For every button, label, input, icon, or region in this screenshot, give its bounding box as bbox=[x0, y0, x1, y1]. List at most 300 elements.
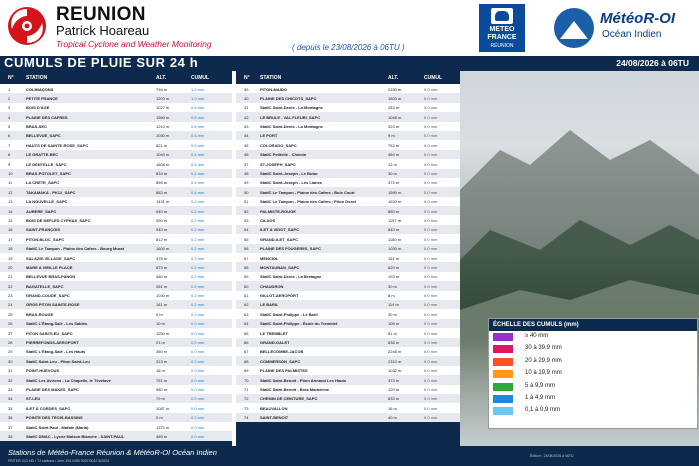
station-number: 60 bbox=[244, 283, 249, 289]
legend-swatch bbox=[493, 345, 513, 353]
table-row bbox=[0, 131, 232, 140]
station-name: PALMISTE-ROUGE bbox=[260, 208, 296, 214]
station-cumul: 0.0 mm bbox=[191, 377, 205, 383]
station-altitude: 1032 m bbox=[388, 368, 402, 374]
station-name: PLAINE DES CAFRES bbox=[26, 114, 68, 120]
station-name: AURERE_SAPC bbox=[26, 208, 57, 214]
station-name: HAUTS DE SAINTE-ROSE_SAPC bbox=[26, 142, 89, 148]
station-number: 66 bbox=[244, 340, 249, 346]
station-cumul: 0.4 mm bbox=[191, 199, 205, 205]
station-number: 6 bbox=[8, 133, 11, 139]
station-name: StatIC Saint-Joseph - Les Lianes bbox=[260, 180, 323, 186]
station-altitude: 10 m bbox=[156, 321, 165, 327]
station-number: 47 bbox=[244, 161, 249, 167]
table-row bbox=[236, 253, 460, 262]
station-cumul: 0.0 mm bbox=[424, 415, 438, 421]
table-row bbox=[236, 234, 460, 243]
station-cumul: 0.0 mm bbox=[424, 114, 438, 120]
station-number: 23 bbox=[8, 293, 13, 299]
station-cumul: 0.6 mm bbox=[191, 142, 205, 148]
station-altitude: 350 m bbox=[156, 349, 168, 355]
station-cumul: 0.0 mm bbox=[191, 358, 205, 364]
station-altitude: 1431 m bbox=[156, 199, 170, 205]
station-altitude: 12 m bbox=[388, 161, 397, 167]
meteo-france-icon bbox=[491, 8, 513, 24]
table-row bbox=[0, 253, 232, 262]
station-altitude: 478 m bbox=[156, 255, 168, 261]
station-altitude: 1197 m bbox=[388, 217, 402, 223]
station-number: 61 bbox=[244, 293, 249, 299]
station-altitude: 752 m bbox=[388, 142, 400, 148]
station-altitude: 8 m bbox=[388, 293, 395, 299]
table-row bbox=[236, 206, 460, 215]
station-number: 30 bbox=[8, 358, 13, 364]
table-row bbox=[0, 291, 232, 300]
station-number: 53 bbox=[244, 217, 249, 223]
station-altitude: 1600 m bbox=[156, 246, 170, 252]
station-altitude: 1800 m bbox=[388, 95, 402, 101]
station-name: SAINT-BENOIT bbox=[260, 415, 289, 421]
station-number: 68 bbox=[244, 358, 249, 364]
station-cumul: 0.2 mm bbox=[191, 255, 205, 261]
station-name: PLAINE DES MAKES_SAPC bbox=[26, 387, 79, 392]
station-number: 5 bbox=[8, 124, 11, 130]
table-row bbox=[0, 140, 232, 149]
station-cumul: 0.2 mm bbox=[191, 236, 205, 242]
brand-title: REUNION bbox=[56, 4, 146, 25]
station-cumul: 0.6 mm bbox=[191, 133, 205, 139]
station-name: POINTE DES TROIS-BASSINS bbox=[26, 415, 83, 421]
station-cumul: 0.0 mm bbox=[424, 105, 438, 111]
station-name: POINT-HUEVOUS bbox=[26, 368, 60, 374]
station-number: 56 bbox=[244, 246, 249, 252]
station-name: StatIC Saint-Denis - La Montagne bbox=[260, 124, 323, 130]
station-altitude: 81 m bbox=[388, 330, 397, 336]
station-altitude: 840 m bbox=[388, 227, 400, 233]
station-name: LE PORT bbox=[260, 133, 278, 139]
station-cumul: 0.0 mm bbox=[191, 396, 205, 402]
station-cumul: 0.0 mm bbox=[424, 274, 438, 280]
station-number: 69 bbox=[244, 368, 249, 374]
table-row bbox=[0, 300, 232, 309]
meteo-france-line2: FRANCE bbox=[487, 34, 517, 41]
table-row bbox=[236, 140, 460, 149]
station-altitude: 620 m bbox=[388, 264, 400, 270]
station-name: StatIC Le Tampon - Plaine des Cafres - Bourg Murat bbox=[26, 246, 124, 252]
station-number: 54 bbox=[244, 227, 249, 233]
station-altitude: 9 m bbox=[388, 133, 395, 139]
station-altitude: 30 m bbox=[388, 311, 397, 317]
station-cumul: 0.8 mm bbox=[191, 105, 205, 111]
station-name: ILET A VIDOT_SAPC bbox=[260, 227, 300, 233]
station-name: COLORADO_SAPC bbox=[260, 142, 297, 148]
station-cumul: 0.4 mm bbox=[191, 161, 205, 167]
table-row bbox=[0, 197, 232, 206]
station-number: 11 bbox=[8, 180, 13, 186]
station-cumul: 0.0 mm bbox=[191, 405, 205, 411]
station-altitude: 1030 m bbox=[156, 133, 170, 139]
station-number: 26 bbox=[8, 321, 13, 327]
legend-label: 20 à 29,9 mm bbox=[525, 357, 562, 364]
station-cumul: 0.0 mm bbox=[424, 340, 438, 346]
station-number: 29 bbox=[8, 349, 13, 355]
meteo-france-line3: RÉUNION bbox=[490, 43, 514, 49]
legend-swatch bbox=[493, 395, 513, 403]
station-name: BAGATELLE_SAPC bbox=[26, 283, 64, 289]
table-row bbox=[0, 328, 232, 337]
station-number: 67 bbox=[244, 349, 249, 355]
station-name: COMMERSON_SAPC bbox=[260, 358, 301, 364]
station-number: 4 bbox=[8, 114, 11, 120]
station-number: 46 bbox=[244, 152, 249, 158]
station-altitude: 261 m bbox=[156, 283, 168, 289]
station-altitude: 1030 m bbox=[388, 246, 402, 252]
station-cumul: 0.2 mm bbox=[191, 246, 205, 252]
station-cumul: 0.0 mm bbox=[191, 368, 205, 374]
table-row bbox=[0, 394, 232, 403]
station-number: 44 bbox=[244, 133, 249, 139]
station-number: 12 bbox=[8, 189, 13, 195]
station-altitude: 40 m bbox=[388, 415, 397, 421]
table-row bbox=[236, 403, 460, 412]
table-row bbox=[236, 169, 460, 178]
report-date: 24/08/2026 à 06TU bbox=[616, 58, 689, 68]
page-title: CUMULS DE PLUIE SUR 24 h bbox=[4, 55, 199, 70]
station-cumul: 0.0 mm bbox=[424, 236, 438, 242]
table-row bbox=[0, 206, 232, 215]
station-number: 43 bbox=[244, 124, 249, 130]
station-number: 1 bbox=[8, 86, 11, 92]
table-row bbox=[236, 159, 460, 168]
station-name: StatIC Saint-Joseph - Le Butor bbox=[260, 171, 318, 177]
station-altitude: 373 m bbox=[388, 377, 400, 383]
station-name: ST-JOSEPH_SAPC bbox=[260, 161, 296, 167]
station-name: LA NOUVELLE_SAPC bbox=[26, 199, 68, 205]
station-name: PIERREFONDS-AEROPORT bbox=[26, 340, 79, 346]
station-cumul: 0.0 mm bbox=[424, 161, 438, 167]
station-cumul: 0.2 mm bbox=[191, 264, 205, 270]
meteo-france-line1: METEO bbox=[489, 26, 515, 33]
station-altitude: 1370 m bbox=[156, 424, 170, 430]
station-number: 24 bbox=[8, 302, 13, 308]
table-row bbox=[236, 291, 460, 300]
station-name: MONTAUBAN_SAPC bbox=[260, 264, 300, 270]
station-number: 64 bbox=[244, 321, 249, 327]
station-altitude: 1040 m bbox=[156, 152, 170, 158]
stations-table-left bbox=[0, 71, 232, 446]
station-altitude: 1180 m bbox=[388, 236, 402, 242]
station-number: 19 bbox=[8, 255, 13, 261]
station-name: CILAOS bbox=[260, 217, 276, 223]
station-altitude: 880 m bbox=[388, 208, 400, 214]
station-name: GRAND-COUDE_SAPC bbox=[26, 293, 70, 299]
station-number: 48 bbox=[244, 171, 249, 177]
station-name: GROS PITON SAINTE-ROSE bbox=[26, 302, 80, 308]
station-name: BRAS-SEC bbox=[26, 124, 47, 130]
station-altitude: 812 m bbox=[156, 236, 168, 242]
station-number: 28 bbox=[8, 340, 13, 346]
station-cumul: 0.0 mm bbox=[191, 415, 205, 421]
station-altitude: 833 m bbox=[388, 396, 400, 402]
station-altitude: 821 m bbox=[156, 142, 168, 148]
station-number: 59 bbox=[244, 274, 249, 280]
table-row bbox=[236, 197, 460, 206]
table-row bbox=[236, 262, 460, 271]
station-altitude: 1200 m bbox=[156, 95, 170, 101]
station-altitude: 18 m bbox=[156, 368, 165, 374]
station-number: 63 bbox=[244, 311, 249, 317]
station-name: LE BRULE - VAL FLEURI_SAPC bbox=[260, 114, 321, 120]
station-number: 50 bbox=[244, 189, 249, 195]
meteor-oi-subtitle: Océan Indien bbox=[602, 29, 662, 40]
table-row bbox=[236, 338, 460, 347]
table-row bbox=[0, 347, 232, 356]
station-number: 58 bbox=[244, 264, 249, 270]
station-altitude: 105 m bbox=[388, 321, 400, 327]
station-altitude: 859 m bbox=[156, 180, 168, 186]
table-row bbox=[0, 338, 232, 347]
station-cumul: 0.0 mm bbox=[191, 321, 205, 327]
station-cumul: 0.0 mm bbox=[424, 217, 438, 223]
table-body bbox=[0, 84, 232, 441]
station-number: 9 bbox=[8, 161, 11, 167]
station-cumul: 1.0 mm bbox=[191, 95, 205, 101]
station-number: 72 bbox=[244, 396, 249, 402]
station-cumul: 0.0 mm bbox=[424, 180, 438, 186]
header-number: N° bbox=[8, 75, 14, 81]
station-cumul: 0.0 mm bbox=[424, 396, 438, 402]
meteor-oi-icon bbox=[554, 8, 594, 48]
table-row bbox=[0, 422, 232, 431]
station-name: PITON-MAIDO bbox=[260, 86, 287, 92]
table-row bbox=[0, 281, 232, 290]
station-altitude: 30 m bbox=[388, 171, 397, 177]
table-header bbox=[0, 71, 232, 84]
legend-item bbox=[489, 331, 697, 343]
table-row bbox=[0, 413, 232, 422]
station-name: StatIC Le Tampon - Plaine des Cafres ; Piton Dorot bbox=[260, 199, 356, 205]
station-name: StatIC Saint Paul - Mafate (Marla) bbox=[26, 424, 89, 430]
station-number: 22 bbox=[8, 283, 13, 289]
station-cumul: 0.0 mm bbox=[424, 171, 438, 177]
station-number: 49 bbox=[244, 180, 249, 186]
station-name: StatIC Saint-Leu - Piton Saint-Leu bbox=[26, 358, 90, 364]
station-cumul: 0.2 mm bbox=[191, 227, 205, 233]
station-name: PLAINE DES CHICOTS_SAPC bbox=[260, 95, 317, 101]
station-cumul: 0.0 mm bbox=[191, 349, 205, 355]
table-row bbox=[236, 131, 460, 140]
table-body bbox=[236, 84, 460, 422]
table-row bbox=[236, 84, 460, 93]
station-number: 27 bbox=[8, 330, 13, 336]
station-number: 36 bbox=[8, 415, 13, 421]
station-name: CHEMIN DE CEINTURE_SAPC bbox=[260, 396, 318, 402]
station-altitude: 1210 m bbox=[156, 124, 170, 130]
station-altitude: 1560 m bbox=[156, 114, 170, 120]
station-altitude: 838 m bbox=[388, 340, 400, 346]
header-cumul: CUMUL bbox=[191, 75, 210, 81]
table-row bbox=[236, 309, 460, 318]
station-name: MENCIOL bbox=[260, 255, 279, 261]
station-name: PLAINE DES FOUGERES_SAPC bbox=[260, 246, 321, 252]
brand-subtitle: Tropical Cyclone and Weather Monitoring bbox=[56, 39, 212, 49]
legend-item bbox=[489, 381, 697, 393]
station-cumul: 0.4 mm bbox=[191, 189, 205, 195]
station-number: 18 bbox=[8, 246, 13, 252]
table-row bbox=[0, 112, 232, 121]
meteo-france-logo bbox=[479, 4, 525, 52]
table-row bbox=[236, 178, 460, 187]
meteor-oi-title: MétéoR-OI bbox=[600, 10, 675, 27]
header-cumul: CUMUL bbox=[424, 75, 443, 81]
station-cumul: 0.4 mm bbox=[191, 180, 205, 186]
station-name: StatIC Le Tampon - Plaine des Cafres ; Bois Court bbox=[260, 189, 355, 195]
station-name: TAKAMAKA - PK12_SAPC bbox=[26, 189, 76, 195]
station-number: 73 bbox=[244, 405, 249, 411]
legend-swatch bbox=[493, 370, 513, 378]
table-row bbox=[236, 244, 460, 253]
station-number: 33 bbox=[8, 387, 13, 392]
station-cumul: 0.4 mm bbox=[191, 152, 205, 158]
station-name: GILLOT-AEROPORT bbox=[260, 293, 299, 299]
table-row bbox=[0, 215, 232, 224]
station-cumul: 0.2 mm bbox=[191, 283, 205, 289]
station-altitude: 193 m bbox=[388, 274, 400, 280]
station-cumul: 0.0 mm bbox=[424, 189, 438, 195]
station-cumul: 0.0 mm bbox=[191, 340, 205, 346]
legend-title: ÉCHELLE DES CUMULS (mm) bbox=[489, 319, 697, 331]
station-name: LE TREMBLET bbox=[260, 330, 288, 336]
station-cumul: 0.2 mm bbox=[191, 311, 205, 317]
legend-label: ≥ 40 mm bbox=[525, 333, 549, 339]
station-cumul: 0.0 mm bbox=[424, 293, 438, 299]
station-altitude: 21 m bbox=[156, 340, 165, 346]
station-cumul: 0.0 mm bbox=[424, 133, 438, 139]
station-number: 70 bbox=[244, 377, 249, 383]
station-cumul: 0.0 mm bbox=[424, 349, 438, 355]
station-altitude: 283 m bbox=[388, 105, 400, 111]
station-name: BOIS D'AGE bbox=[26, 105, 50, 111]
station-name: LE BARIL bbox=[260, 302, 279, 308]
station-name: StatIC Saint-Philippe - Le Baril bbox=[260, 311, 318, 317]
station-cumul: 0.2 mm bbox=[191, 208, 205, 214]
station-altitude: 114 m bbox=[388, 302, 399, 308]
footer bbox=[0, 446, 699, 466]
station-cumul: 0.0 mm bbox=[424, 152, 438, 158]
station-altitude: 489 m bbox=[156, 433, 168, 439]
station-cumul: 0.2 mm bbox=[191, 293, 205, 299]
station-name: SALAZIE-VILLAGE_SAPC bbox=[26, 255, 76, 261]
station-cumul: 0.0 mm bbox=[424, 311, 438, 317]
station-cumul: 0.8 mm bbox=[191, 114, 205, 120]
table-row bbox=[236, 366, 460, 375]
station-name: StatIC Petiteile - Chemin bbox=[260, 152, 307, 158]
header-altitude: ALT. bbox=[388, 75, 399, 81]
station-altitude: 883 m bbox=[156, 189, 168, 195]
station-cumul: 0.8 mm bbox=[191, 124, 205, 130]
station-cumul: 0.0 mm bbox=[424, 124, 438, 130]
legend-label: 10 à 19,9 mm bbox=[525, 370, 562, 377]
station-altitude: 1620 m bbox=[388, 199, 402, 205]
station-number: 25 bbox=[8, 311, 13, 317]
station-cumul: 0.0 mm bbox=[424, 208, 438, 214]
table-row bbox=[0, 272, 232, 281]
station-number: 40 bbox=[244, 95, 249, 101]
station-altitude: 0 m bbox=[156, 415, 163, 421]
header-station: STATION bbox=[26, 75, 48, 81]
station-number: 14 bbox=[8, 208, 13, 214]
table-row bbox=[236, 300, 460, 309]
station-name: StatIC Les Avirons - La Chapelle, le Tévelave bbox=[26, 377, 111, 383]
station-cumul: 0.0 mm bbox=[424, 86, 438, 92]
legend-label: 0,1 à 0,9 mm bbox=[525, 407, 561, 414]
station-number: 8 bbox=[8, 152, 11, 158]
station-number: 32 bbox=[8, 377, 13, 383]
station-altitude: 18 m bbox=[388, 405, 397, 411]
table-row bbox=[0, 169, 232, 178]
table-row bbox=[0, 262, 232, 271]
station-number: 39 bbox=[244, 86, 249, 92]
table-row bbox=[0, 356, 232, 365]
station-cumul: 0.0 mm bbox=[424, 330, 438, 336]
station-number: 17 bbox=[8, 236, 13, 242]
table-row bbox=[236, 413, 460, 422]
station-number: 51 bbox=[244, 199, 249, 205]
station-name: PITON-BLOC_SAPC bbox=[26, 236, 65, 242]
table-row bbox=[0, 225, 232, 234]
station-name: BOIS DE NEFLES CYPHAS_SAPC bbox=[26, 217, 91, 223]
table-row bbox=[0, 178, 232, 187]
station-altitude: 1027 m bbox=[156, 105, 170, 111]
station-altitude: 372 m bbox=[388, 180, 400, 186]
table-row bbox=[0, 366, 232, 375]
station-name: StatIC DMAC - Lycée Maison Blanche - SAINT-PAUL bbox=[26, 433, 125, 439]
table-row bbox=[236, 187, 460, 196]
station-altitude: 1048 m bbox=[388, 114, 402, 120]
table-row bbox=[0, 159, 232, 168]
station-number: 57 bbox=[244, 255, 249, 261]
table-row bbox=[236, 356, 460, 365]
table-row bbox=[236, 225, 460, 234]
legend-label: 30 à 39,9 mm bbox=[525, 345, 562, 352]
station-altitude: 940 m bbox=[156, 208, 168, 214]
table-row bbox=[236, 215, 460, 224]
station-cumul: 0.0 mm bbox=[424, 377, 438, 383]
station-cumul: 0.0 mm bbox=[424, 387, 438, 392]
station-cumul: 0.0 mm bbox=[424, 142, 438, 148]
table-row bbox=[0, 187, 232, 196]
station-number: 20 bbox=[8, 264, 13, 270]
station-name: StatIC Saint-Benoît - Bras Madeleine bbox=[260, 387, 330, 392]
footer-small-print: FRITER LICI HD • TJ stations • 1ern 194 0080 0007/0012 6/2024 bbox=[8, 459, 110, 463]
legend-item bbox=[489, 343, 697, 355]
station-altitude: 313 m bbox=[156, 358, 168, 364]
station-altitude: 0 m bbox=[156, 311, 163, 317]
title-bar bbox=[0, 56, 699, 71]
station-name: PLAINE DES PALMISTES bbox=[260, 368, 308, 374]
station-number: 34 bbox=[8, 396, 13, 402]
station-altitude: 1030 m bbox=[156, 293, 170, 299]
table-row bbox=[236, 394, 460, 403]
station-cumul: 0.2 mm bbox=[191, 274, 205, 280]
station-altitude: 1250 m bbox=[156, 330, 170, 336]
table-row bbox=[0, 244, 232, 253]
table-row bbox=[236, 328, 460, 337]
station-name: PITON SAINTLEU_SAPC bbox=[26, 330, 73, 336]
station-altitude: 2246 m bbox=[388, 349, 402, 355]
station-cumul: 0.0 mm bbox=[191, 330, 205, 336]
table-row bbox=[0, 103, 232, 112]
